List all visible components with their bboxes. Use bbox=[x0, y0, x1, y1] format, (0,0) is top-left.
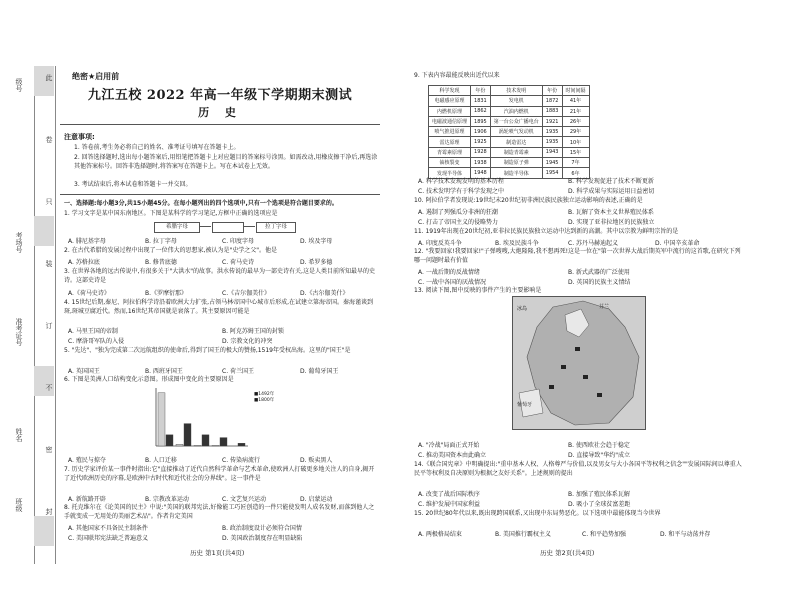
question-10: 10. 阿拉伯学者发现说:19世纪末20世纪初非洲民族民族独立运动影响的表述,正确的是 bbox=[414, 197, 643, 204]
table-cell: 电磁波通信原理 bbox=[429, 116, 471, 126]
notice-heading: 注意事项: bbox=[64, 133, 95, 141]
option: C. 美国联邦宪法缺乏普遍意义 bbox=[68, 535, 149, 542]
option: B. 阿克苏姆王国的封锁 bbox=[222, 328, 284, 335]
margin-label-ticket: 准考证号 bbox=[15, 318, 23, 346]
question-1: 1. 学习文字是某中国东南地区。下图是某科学的学习笔记,方框中正确的选项应是 bbox=[64, 210, 278, 217]
table-cell: 1906 bbox=[471, 127, 491, 137]
option: B. 埃及民族斗争 bbox=[495, 240, 539, 247]
table-cell: 26年 bbox=[562, 116, 589, 126]
option: B. 西班牙国王 bbox=[145, 368, 183, 375]
option: D. 科学成果与实际运用日益密切 bbox=[568, 188, 655, 195]
table-header-row bbox=[429, 86, 590, 96]
map-label-finland: 芬兰 bbox=[599, 304, 610, 310]
question-4: 4. 15世纪后期,秦尼、阿拉伯科学诗沿着欧洲大力扩张,占领马林帝国中心城市后形成,在试建立第海帝国。秦海谨谈到斑,斑城豆腐近代。然而,16世纪其帝国就是衰落了。其主要原因可能是 bbox=[64, 299, 373, 315]
option: D. 埃及字母 bbox=[300, 238, 333, 245]
notice-rule bbox=[60, 194, 380, 195]
table-cell: 铀核裂变 bbox=[429, 158, 471, 168]
option: B. 人口迁移 bbox=[145, 457, 177, 464]
strip-char: 订 bbox=[45, 322, 53, 329]
table-cell: 41年 bbox=[562, 96, 589, 106]
table-row bbox=[429, 106, 590, 116]
option: C. 苏丹马赫迪起义 bbox=[568, 240, 619, 247]
option: B. 新式武器的广泛使用 bbox=[568, 269, 630, 276]
table-cell: 1938 bbox=[471, 158, 491, 168]
strip-band bbox=[34, 516, 54, 546]
bar-戊-1800年 bbox=[238, 443, 245, 446]
marker bbox=[549, 385, 554, 389]
option: A. 新航路开辟 bbox=[68, 496, 106, 503]
table-cell: 涡轮喷气发动机 bbox=[490, 127, 542, 137]
option: D. 宗教文化的冲突 bbox=[222, 338, 273, 345]
table-cell: 发现半导体 bbox=[429, 168, 471, 178]
binding-strip bbox=[34, 66, 54, 564]
page-footer: 历史 第2页(共4页) bbox=[540, 549, 595, 557]
table-cell: 电磁感应原理 bbox=[429, 96, 471, 106]
option: D. 英国的民族主义情结 bbox=[568, 279, 631, 286]
map-label-iceland: 冰岛 bbox=[517, 306, 528, 312]
marker bbox=[597, 393, 602, 397]
table-cell: 21年 bbox=[562, 106, 589, 116]
strip-char: 此 bbox=[45, 74, 53, 81]
notice-item: 2. 回答选择题时,选出每小题答案后,用铅笔把答题卡上对应题目的答案标号涂黑。如需改动,用橡皮擦干净后,再选涂其他答案标号。回答非选择题时,将答案写在答题卡上。写在本试卷上无效。 bbox=[74, 154, 378, 170]
table-cell: 7年 bbox=[562, 158, 589, 168]
option: C. 传染病流行 bbox=[222, 457, 261, 464]
notice-item: 3. 考试结束后,将本试卷和答题卡一并交回。 bbox=[74, 181, 192, 188]
section-heading: 一、选择题:每小题3分,共15小题45分。在每小题列出的四个选项中,只有一个选项是符合题目要求的。 bbox=[64, 200, 338, 207]
option: B.《罗摩衍那》 bbox=[145, 290, 188, 297]
table-cell: 1948 bbox=[471, 168, 491, 178]
question-15: 15. 20世纪80年代以来,既出现跨国联系,又出现中东局势恶化。以下选项中最能体现当今世界 bbox=[414, 510, 661, 517]
table-cell: 制造雷达 bbox=[490, 137, 542, 147]
table-header-cell: 时间间隔 bbox=[562, 86, 589, 96]
table-row bbox=[429, 96, 590, 106]
option: A. 一战后期的反战情绪 bbox=[418, 269, 480, 276]
option: A. 印度反英斗争 bbox=[418, 240, 462, 247]
option: B. 宗教改革运动 bbox=[145, 496, 189, 503]
option: D. 中国辛亥革命 bbox=[655, 240, 700, 247]
strip-char: 封 bbox=[45, 508, 53, 515]
option: A. 英国国王 bbox=[68, 368, 100, 375]
table-row bbox=[429, 147, 590, 157]
option: B. 瓦解了资本主义世界殖民体系 bbox=[568, 209, 654, 216]
option: B. 科学发现促进了技术不断更新 bbox=[568, 178, 654, 185]
option: A. 殖民与掠夺 bbox=[68, 457, 106, 464]
table-row bbox=[429, 116, 590, 126]
margin-label-seat: 级号 bbox=[15, 78, 23, 92]
margin-label-name: 姓名 bbox=[15, 428, 23, 442]
strip-char: 不 bbox=[45, 384, 53, 391]
table-cell: 1921 bbox=[542, 116, 562, 126]
question-14: 14.《联合国宪章》中明确提出:"重申基本人权、人格尊严与价值,以及男女与大小各国平等权利之信念""发展国际间以尊重人民平等权利及自决原则为根据之友好关系"。上述规则的提出 bbox=[414, 461, 742, 477]
option: B. 使西欧社会趋于稳定 bbox=[568, 442, 630, 449]
option: D.《古尔伽美什》 bbox=[300, 290, 349, 297]
option: D. 贩卖黑人 bbox=[300, 457, 333, 464]
flow-arrow bbox=[199, 226, 211, 227]
strip-band bbox=[34, 66, 54, 96]
bar-丙-1800年 bbox=[202, 435, 209, 446]
option: C. 印度字母 bbox=[222, 238, 255, 245]
option: C. 维护发展中国家利益 bbox=[418, 501, 481, 508]
flow-box-blank bbox=[212, 222, 244, 233]
option: B. 美国推行霸权主义 bbox=[495, 531, 551, 538]
table-cell: 第一台公众广播电台 bbox=[490, 116, 542, 126]
title-rule bbox=[60, 124, 380, 125]
table-cell: 1935 bbox=[542, 127, 562, 137]
table-cell: 1895 bbox=[471, 116, 491, 126]
option: D. 美国政治制度存在明显缺陷 bbox=[222, 535, 303, 542]
option: C. 和平趋势加强 bbox=[582, 531, 627, 538]
option: D. 吸小了全球贫富差距 bbox=[568, 501, 631, 508]
table-cell: 10年 bbox=[562, 137, 589, 147]
question-6: 6. 下图是美洲人口结构变化示意图。形成图中变化的主要原因是 bbox=[64, 376, 234, 383]
flow-box-latin: 拉丁字母 bbox=[256, 222, 296, 233]
map-label-portugal: 葡萄牙 bbox=[517, 402, 533, 408]
option: B. 政治制度设计必须符合国情 bbox=[222, 525, 302, 532]
table-cell: 制造原子弹 bbox=[490, 158, 542, 168]
option: D. 启蒙运动 bbox=[300, 496, 333, 503]
table-cell: 1954 bbox=[542, 168, 562, 178]
option: D. 直接导致"华约"成立 bbox=[568, 452, 630, 459]
option: A. 遏制了列强瓜分非洲的狂潮 bbox=[418, 209, 498, 216]
option: B. 修昔底德 bbox=[145, 259, 177, 266]
legend-item: ■1800年 bbox=[254, 398, 275, 403]
option: A. 其他国家不具备民主制条件 bbox=[68, 525, 148, 532]
option: B. 加强了殖民体系瓦解 bbox=[568, 491, 630, 498]
option: A. 苏格拉底 bbox=[68, 259, 100, 266]
map-drawing bbox=[513, 297, 645, 429]
bar-丁-1800年 bbox=[220, 438, 227, 446]
table-cell: 1928 bbox=[471, 147, 491, 157]
option: A. "冷战"局面正式开始 bbox=[418, 442, 480, 449]
option: A. 腓尼基字母 bbox=[68, 238, 106, 245]
population-bar-chart bbox=[150, 386, 250, 450]
margin-label-room: 考场号 bbox=[15, 232, 23, 253]
table-header-cell: 科学发现 bbox=[429, 86, 471, 96]
science-table bbox=[428, 85, 590, 179]
option: A. 科学技术发现发明的基本历程 bbox=[418, 178, 504, 185]
legend-item: ■1492年 bbox=[254, 392, 275, 397]
table-cell: 汽油内燃机 bbox=[490, 106, 542, 116]
option: C. 文艺复兴运动 bbox=[222, 496, 267, 503]
table-row bbox=[429, 127, 590, 137]
option: B. 拉丁字母 bbox=[145, 238, 177, 245]
table-cell: 制造青霉素 bbox=[490, 147, 542, 157]
option: D. 葡萄牙国王 bbox=[300, 368, 339, 375]
flow-box-greek: 希腊字母 bbox=[154, 222, 200, 233]
option: D. 和平与动荡并存 bbox=[660, 531, 711, 538]
table-header-cell: 年份 bbox=[542, 86, 562, 96]
question-9: 9. 下表内容最能反映出近代以来 bbox=[414, 72, 500, 79]
option: C. 摩洛哥军队的入侵 bbox=[68, 338, 125, 345]
option: C.《吉尔伽美什》 bbox=[222, 290, 271, 297]
option: C. 荷马史诗 bbox=[222, 259, 255, 266]
table-cell: 1831 bbox=[471, 96, 491, 106]
option: A. 两极格局结束 bbox=[418, 531, 462, 538]
table-header-cell: 技术发明 bbox=[490, 86, 542, 96]
bar-甲-1800年 bbox=[166, 435, 173, 446]
strip-char: 密 bbox=[45, 446, 53, 453]
table-header-cell: 年份 bbox=[471, 86, 491, 96]
notice-item: 1. 答卷前,考生务必将自己的姓名、准考证号填写在答题卡上。 bbox=[74, 144, 240, 151]
bar-乙-1800年 bbox=[184, 424, 191, 446]
table-cell: 喷气推进原理 bbox=[429, 127, 471, 137]
page-footer: 历史 第1页(共4页) bbox=[190, 549, 245, 557]
question-13: 13. 阅读下图,图中反映的事件产生的主要影响是 bbox=[414, 287, 542, 294]
table-cell: 1862 bbox=[471, 106, 491, 116]
strip-char: 只 bbox=[45, 198, 53, 205]
bar-丙-1492年 bbox=[194, 445, 201, 446]
flow-arrow bbox=[243, 226, 255, 227]
option: D. 希罗多德 bbox=[300, 259, 333, 266]
question-5: 5. "先达"、"独为完成第二次远航组织的使命后,得到了国王的极大的赞扬,1519年受权出海。这里的"国王"是 bbox=[64, 347, 351, 354]
strip-char: 装 bbox=[45, 260, 53, 267]
option: A. 马里王国的帝制 bbox=[68, 328, 118, 335]
europe-map bbox=[512, 296, 646, 430]
option: C. 技术发明学有于科学发现之中 bbox=[418, 188, 505, 195]
table-cell: 发电机 bbox=[490, 96, 542, 106]
confidential-mark: 绝密★启用前 bbox=[72, 72, 120, 81]
option: C. 一战中各国的厌战情况 bbox=[418, 279, 487, 286]
table-cell: 15年 bbox=[562, 147, 589, 157]
table-cell: 1945 bbox=[542, 158, 562, 168]
table-cell: 雷达原理 bbox=[429, 137, 471, 147]
table-row bbox=[429, 137, 590, 147]
bar-丁-1492年 bbox=[212, 445, 219, 446]
margin-label-class: 班级 bbox=[15, 498, 23, 512]
strip-band bbox=[34, 366, 54, 396]
table-cell: 29年 bbox=[562, 127, 589, 137]
option: C. 推动美国资本由此确立 bbox=[418, 452, 487, 459]
option: C. 打击了帝国主义的侵略势力 bbox=[418, 219, 499, 226]
marker bbox=[583, 375, 588, 379]
table-cell: 1925 bbox=[471, 137, 491, 147]
bar-甲-1492年 bbox=[158, 393, 165, 446]
marker bbox=[575, 347, 580, 351]
table-cell: 1943 bbox=[542, 147, 562, 157]
question-11: 11. 1919年出现在20世纪初,亚非拉民族民族独立运动中达到新的高潮。其中以宗教为鲜明宗旨的是 bbox=[414, 228, 679, 235]
exam-subject: 历 史 bbox=[198, 106, 242, 119]
marker bbox=[561, 365, 566, 369]
question-12: 12. "我要回家!我要回家!"子弹嗖嗖,大炮隆隆,我不想再死!这是一位在"第一次世界大战后期英军中流行的这首歌,在研究下列哪一问题时最有价值 bbox=[414, 248, 741, 264]
table-cell: 6年 bbox=[562, 168, 589, 178]
exam-title: 九江五校 2022 年高一年级下学期期末测试 bbox=[87, 88, 353, 103]
strip-band bbox=[34, 216, 54, 246]
table-cell: 内燃机原理 bbox=[429, 106, 471, 116]
table-row bbox=[429, 158, 590, 168]
question-7: 7. 历史学家评价某一事件时指出:它"直接推动了近代自然科学革命与艺术革命,使欧洲人打破更多地关注人的自身,揭开了近代欧洲历史的序幕,是欧洲中古时代和近代社会的分界线"。这一事件是 bbox=[64, 466, 375, 482]
table-cell: 1872 bbox=[542, 96, 562, 106]
option: C. 荷兰国王 bbox=[222, 368, 255, 375]
bar-乙-1492年 bbox=[176, 444, 183, 446]
table-cell: 制造半导体 bbox=[490, 168, 542, 178]
option: D. 实现了亚非拉地区的民族独立 bbox=[568, 219, 655, 226]
chart-legend bbox=[254, 392, 274, 404]
question-3: 3. 在世界各地的远古传说中,有很多关于"大洪水"的故事。洪水传说的最早为一部史诗有关,这是人类目前所知最早的史诗。这部史诗是 bbox=[64, 268, 375, 284]
table-cell: 1935 bbox=[542, 137, 562, 147]
table-cell: 青霉素原理 bbox=[429, 147, 471, 157]
option: A. 改变了战后国际秩序 bbox=[418, 491, 480, 498]
option: A.《荷马史诗》 bbox=[68, 290, 110, 297]
question-2: 2. 在古代希腊的发展过程中出现了一位伟大的思想家,被认为是"史学之父"。他是 bbox=[64, 247, 278, 254]
question-8: 8. 托克维尔在《论美国的民主》中说:"美国的联邦宪法,好像能工巧匠创造的一件只能使发明人成名发财,而落到他人之手就变成一无用处的美丽艺术品"。作者肯定美国 bbox=[64, 504, 375, 520]
strip-char: 卷 bbox=[45, 136, 53, 143]
table-cell: 1883 bbox=[542, 106, 562, 116]
